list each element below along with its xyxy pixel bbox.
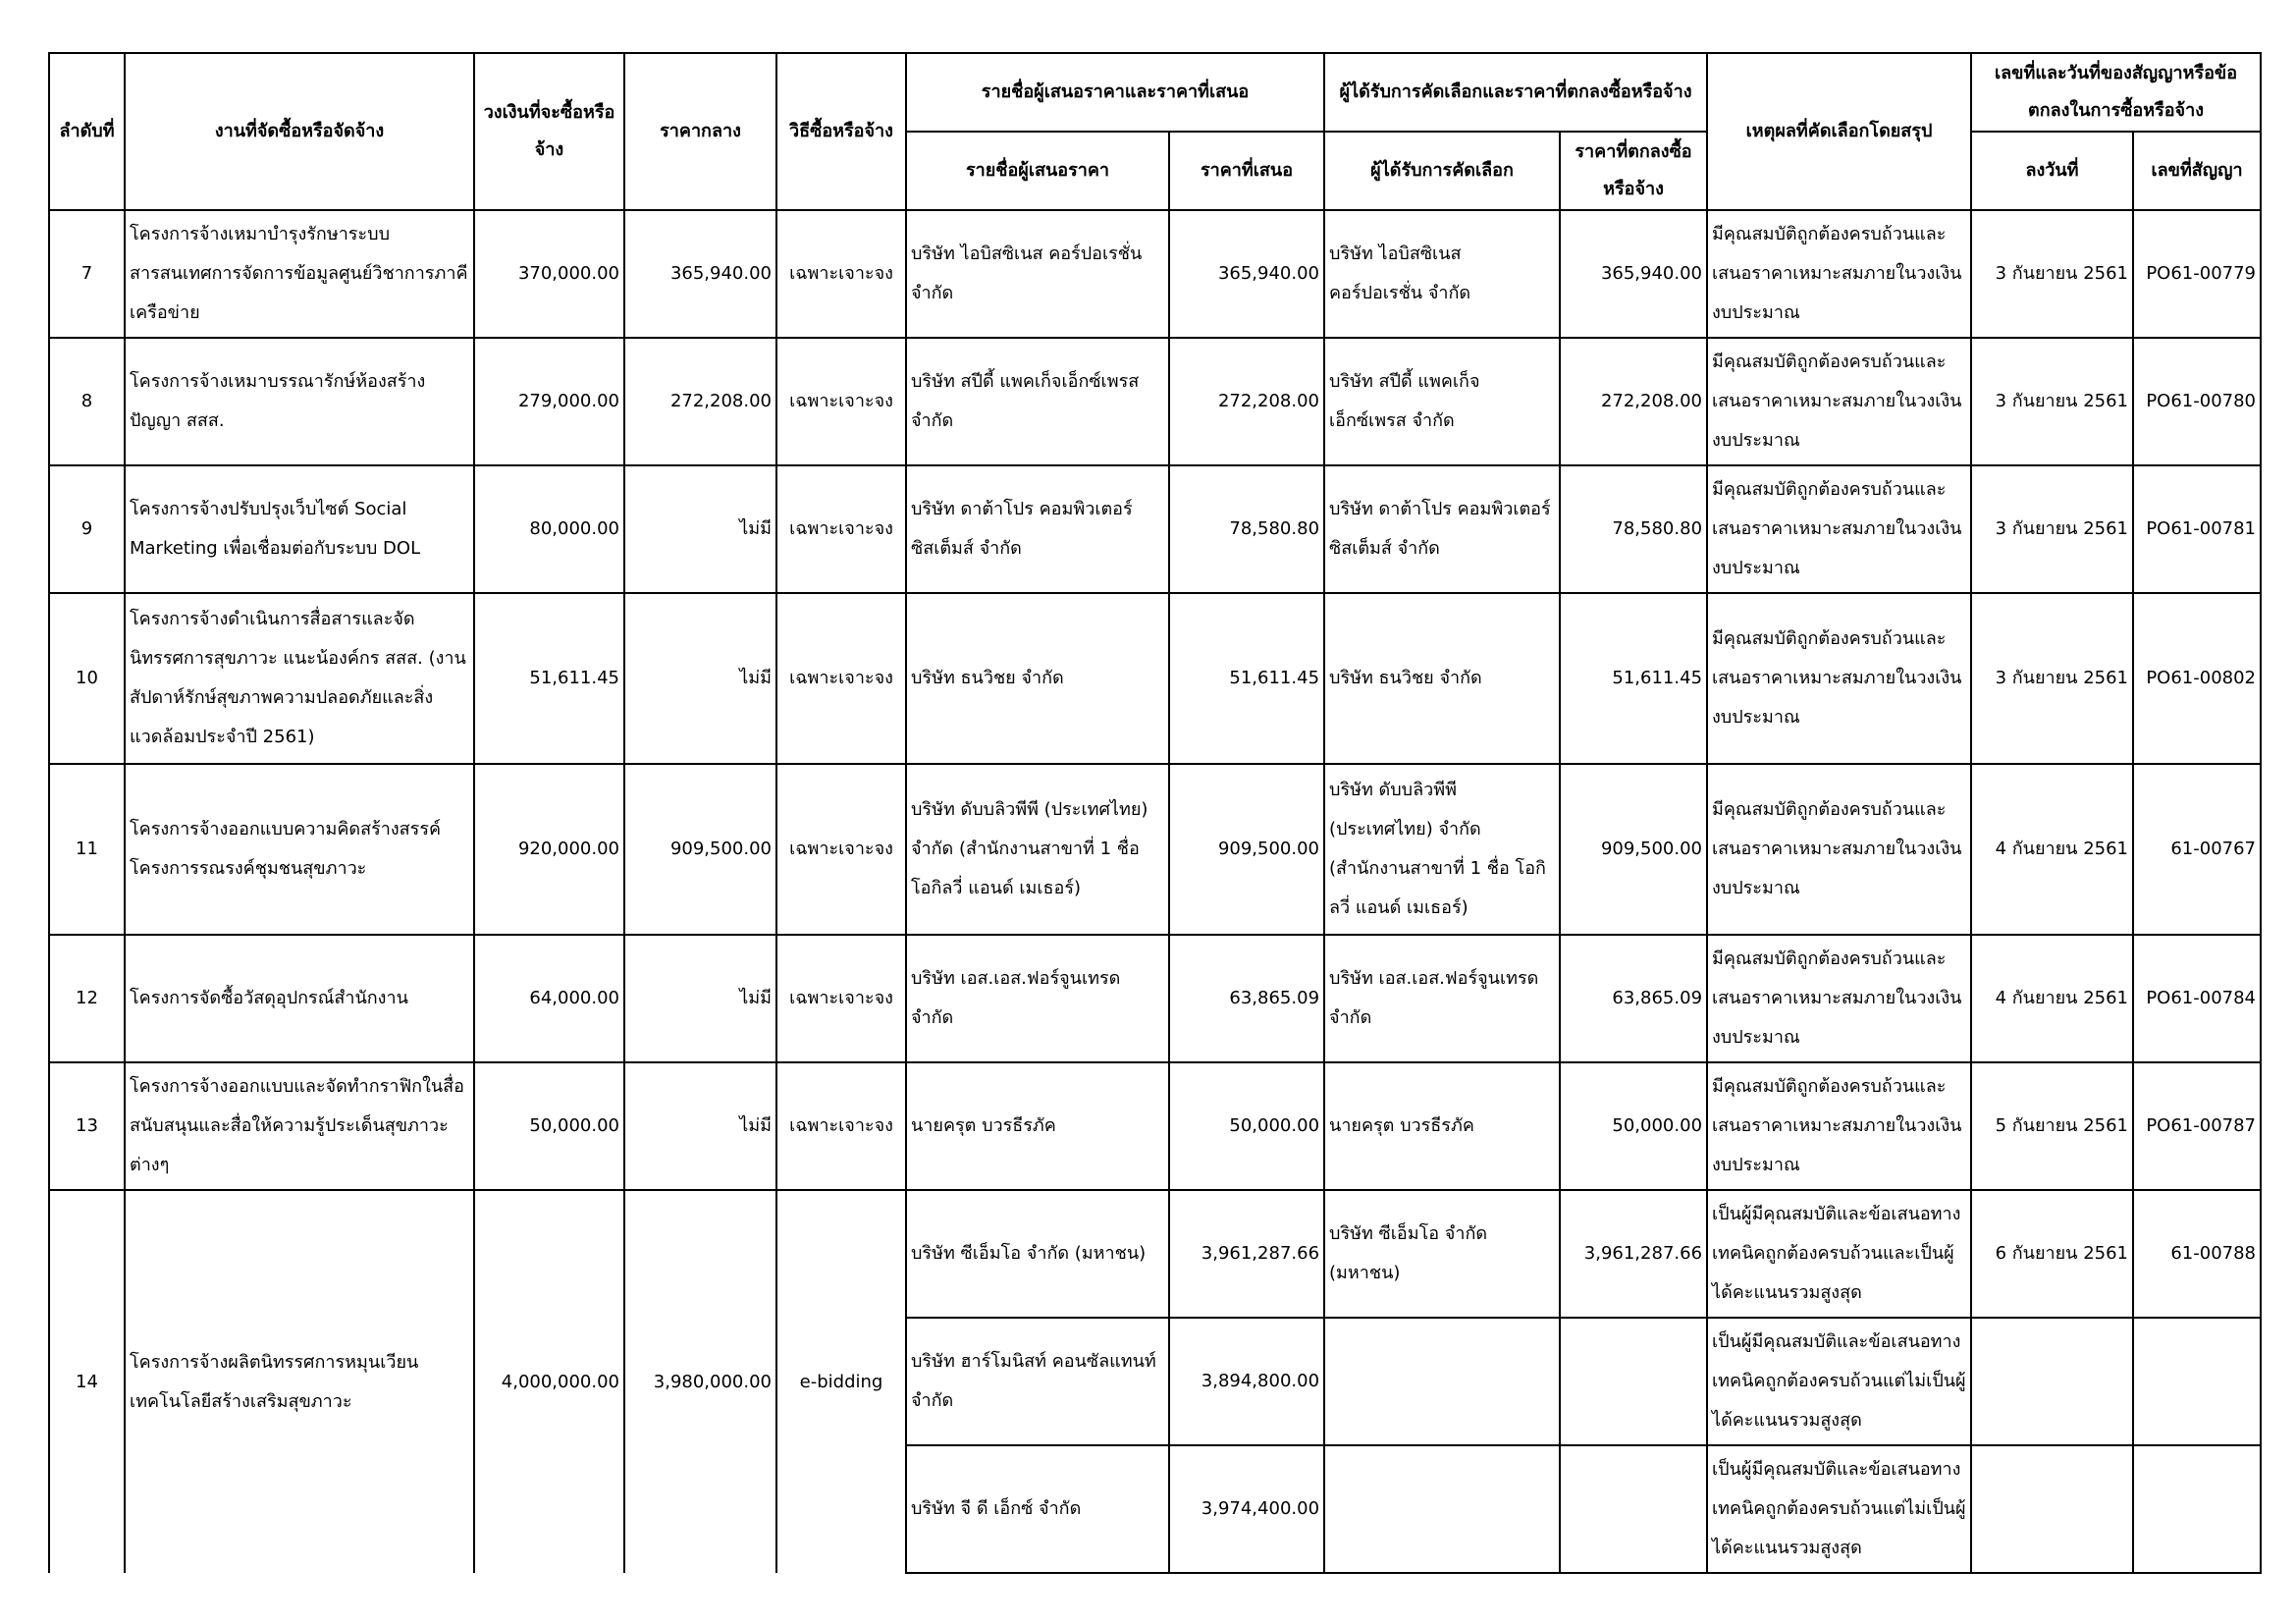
row-project: โครงการจ้างออกแบบความคิดสร้างสรรค์โครงการรณรงค์ชุมชนสุขภาวะ xyxy=(125,764,474,935)
row-bidder: บริษัท ไอบิสซิเนส คอร์ปอเรชั่น จำกัด xyxy=(906,210,1169,338)
row-no: 13 xyxy=(49,1062,125,1190)
row-agreed: 365,940.00 xyxy=(1560,210,1707,338)
header-method: วิธีซื้อหรือจ้าง xyxy=(776,53,906,210)
row-project: โครงการจ้างผลิตนิทรรศการหมุนเวียนเทคโนโลยีสร้างเสริมสุขภาวะ xyxy=(125,1190,474,1573)
row-no: 10 xyxy=(49,593,125,764)
row-date: 4 กันยายน 2561 xyxy=(1971,935,2133,1062)
row-date xyxy=(1971,1318,2133,1445)
row-selected: บริษัท สปีดี้ แพคเก็จเอ็กซ์เพรส จำกัด xyxy=(1324,338,1560,465)
row-contract xyxy=(2133,1445,2261,1573)
row-agreed: 63,865.09 xyxy=(1560,935,1707,1062)
table-row xyxy=(49,1190,2261,1318)
row-agreed: 909,500.00 xyxy=(1560,764,1707,935)
header-selected-group: ผู้ได้รับการคัดเลือกและราคาที่ตกลงซื้อหรือจ้าง xyxy=(1324,53,1707,132)
row-selected: บริษัท ซีเอ็มโอ จำกัด (มหาชน) xyxy=(1324,1190,1560,1318)
row-selected xyxy=(1324,1318,1560,1445)
row-selected xyxy=(1324,1445,1560,1573)
row-method: เฉพาะเจาะจง xyxy=(776,465,906,593)
row-selected: บริษัท ดาต้าโปร คอมพิวเตอร์ซิสเต็มส์ จำกัด xyxy=(1324,465,1560,593)
row-contract: 61-00788 xyxy=(2133,1190,2261,1318)
row-date xyxy=(1971,1445,2133,1573)
row-selected: นายครุต บวรธีรภัค xyxy=(1324,1062,1560,1190)
row-budget: 64,000.00 xyxy=(474,935,624,1062)
row-median: 909,500.00 xyxy=(624,764,776,935)
row-bid: 51,611.45 xyxy=(1169,593,1324,764)
header-no: ลำดับที่ xyxy=(49,53,125,210)
row-bid: 3,894,800.00 xyxy=(1169,1318,1324,1445)
row-bidder: บริษัท ฮาร์โมนิสท์ คอนซัลแทนท์ จำกัด xyxy=(906,1318,1169,1445)
row-bidder: บริษัท ซีเอ็มโอ จำกัด (มหาชน) xyxy=(906,1190,1169,1318)
row-bidder: บริษัท ดับบลิวพีพี (ประเทศไทย) จำกัด (สำนักงานสาขาที่ 1 ชื่อ โอกิลวี่ แอนด์ เมเธอร์) xyxy=(906,764,1169,935)
row-agreed xyxy=(1560,1445,1707,1573)
row-project: โครงการจ้างดำเนินการสื่อสารและจัดนิทรรศการสุขภาวะ แนะน้องค์กร สสส. (งานสัปดาห์รักษ์สุขภาพความปลอดภัยและสิ่งแวดล้อมประจำปี 2561) xyxy=(125,593,474,764)
row-budget: 920,000.00 xyxy=(474,764,624,935)
row-agreed xyxy=(1560,1318,1707,1445)
row-reason: มีคุณสมบัติถูกต้องครบถ้วนและเสนอราคาเหมาะสมภายในวงเงินงบประมาณ xyxy=(1707,210,1971,338)
row-contract xyxy=(2133,1318,2261,1445)
row-budget: 4,000,000.00 xyxy=(474,1190,624,1573)
row-selected: บริษัท ธนวิชย จำกัด xyxy=(1324,593,1560,764)
row-date: 3 กันยายน 2561 xyxy=(1971,210,2133,338)
table-row xyxy=(49,1062,2261,1190)
header-contract-no: เลขที่สัญญา xyxy=(2133,132,2261,210)
row-project: โครงการจ้างออกแบบและจัดทำกราฟิกในสื่อสนับสนุนและสื่อให้ความรู้ประเด็นสุขภาวะต่างๆ xyxy=(125,1062,474,1190)
row-project: โครงการจ้างปรับปรุงเว็บไซต์ Social Marketing เพื่อเชื่อมต่อกับระบบ DOL xyxy=(125,465,474,593)
row-reason: มีคุณสมบัติถูกต้องครบถ้วนและเสนอราคาเหมาะสมภายในวงเงินงบประมาณ xyxy=(1707,1062,1971,1190)
header-reason: เหตุผลที่คัดเลือกโดยสรุป xyxy=(1707,53,1971,210)
row-bidder: บริษัท ธนวิชย จำกัด xyxy=(906,593,1169,764)
row-contract: PO61-00787 xyxy=(2133,1062,2261,1190)
row-method: เฉพาะเจาะจง xyxy=(776,764,906,935)
header-project: งานที่จัดซื้อหรือจัดจ้าง xyxy=(125,53,474,210)
row-no: 14 xyxy=(49,1190,125,1573)
row-contract: PO61-00784 xyxy=(2133,935,2261,1062)
table-row xyxy=(49,338,2261,465)
row-median: 365,940.00 xyxy=(624,210,776,338)
row-method: เฉพาะเจาะจง xyxy=(776,210,906,338)
row-selected: บริษัท ไอบิสซิเนส คอร์ปอเรชั่น จำกัด xyxy=(1324,210,1560,338)
row-contract: PO61-00779 xyxy=(2133,210,2261,338)
row-selected: บริษัท เอส.เอส.ฟอร์จูนเทรด จำกัด xyxy=(1324,935,1560,1062)
row-median: ไม่มี xyxy=(624,1062,776,1190)
row-no: 8 xyxy=(49,338,125,465)
row-reason: เป็นผู้มีคุณสมบัติและข้อเสนอทางเทคนิคถูกต้องครบถ้วนแต่ไม่เป็นผู้ได้คะแนนรวมสูงสุด xyxy=(1707,1318,1971,1445)
row-budget: 50,000.00 xyxy=(474,1062,624,1190)
row-bid: 272,208.00 xyxy=(1169,338,1324,465)
row-contract: PO61-00802 xyxy=(2133,593,2261,764)
row-reason: มีคุณสมบัติถูกต้องครบถ้วนและเสนอราคาเหมาะสมภายในวงเงินงบประมาณ xyxy=(1707,338,1971,465)
row-budget: 80,000.00 xyxy=(474,465,624,593)
row-bid: 3,974,400.00 xyxy=(1169,1445,1324,1573)
header-agreed-price: ราคาที่ตกลงซื้อหรือจ้าง xyxy=(1560,132,1707,210)
row-project: โครงการจัดซื้อวัสดุอุปกรณ์สำนักงาน xyxy=(125,935,474,1062)
row-median: ไม่มี xyxy=(624,465,776,593)
row-bid: 365,940.00 xyxy=(1169,210,1324,338)
row-no: 9 xyxy=(49,465,125,593)
row-method: เฉพาะเจาะจง xyxy=(776,593,906,764)
table-row xyxy=(49,764,2261,935)
row-reason: เป็นผู้มีคุณสมบัติและข้อเสนอทางเทคนิคถูกต้องครบถ้วนและเป็นผู้ได้คะแนนรวมสูงสุด xyxy=(1707,1190,1971,1318)
row-contract: PO61-00781 xyxy=(2133,465,2261,593)
row-budget: 51,611.45 xyxy=(474,593,624,764)
row-project: โครงการจ้างเหมาบรรณารักษ์ห้องสร้างปัญญา สสส. xyxy=(125,338,474,465)
table-row xyxy=(49,593,2261,764)
row-agreed: 51,611.45 xyxy=(1560,593,1707,764)
row-method: เฉพาะเจาะจง xyxy=(776,935,906,1062)
table-row xyxy=(49,935,2261,1062)
row-bidder: บริษัท ดาต้าโปร คอมพิวเตอร์ซิสเต็มส์ จำกัด xyxy=(906,465,1169,593)
row-reason: มีคุณสมบัติถูกต้องครบถ้วนและเสนอราคาเหมาะสมภายในวงเงินงบประมาณ xyxy=(1707,465,1971,593)
row-bid: 909,500.00 xyxy=(1169,764,1324,935)
row-bidder: บริษัท จี ดี เอ็กซ์ จำกัด xyxy=(906,1445,1169,1573)
row-bid: 63,865.09 xyxy=(1169,935,1324,1062)
row-median: 3,980,000.00 xyxy=(624,1190,776,1573)
row-reason: มีคุณสมบัติถูกต้องครบถ้วนและเสนอราคาเหมาะสมภายในวงเงินงบประมาณ xyxy=(1707,935,1971,1062)
header-selected-name: ผู้ได้รับการคัดเลือก xyxy=(1324,132,1560,210)
row-bidder: บริษัท สปีดี้ แพคเก็จเอ็กซ์เพรส จำกัด xyxy=(906,338,1169,465)
row-budget: 279,000.00 xyxy=(474,338,624,465)
row-no: 12 xyxy=(49,935,125,1062)
row-agreed: 272,208.00 xyxy=(1560,338,1707,465)
row-date: 3 กันยายน 2561 xyxy=(1971,465,2133,593)
procurement-report xyxy=(48,52,2260,1574)
row-reason: มีคุณสมบัติถูกต้องครบถ้วนและเสนอราคาเหมาะสมภายในวงเงินงบประมาณ xyxy=(1707,593,1971,764)
table-row xyxy=(49,210,2261,338)
row-no: 7 xyxy=(49,210,125,338)
row-bid: 78,580.80 xyxy=(1169,465,1324,593)
row-no: 11 xyxy=(49,764,125,935)
header-median: ราคากลาง xyxy=(624,53,776,210)
row-bidder: นายครุต บวรธีรภัค xyxy=(906,1062,1169,1190)
table-body xyxy=(49,210,2261,1573)
row-contract: 61-00767 xyxy=(2133,764,2261,935)
row-bid: 3,961,287.66 xyxy=(1169,1190,1324,1318)
row-reason: เป็นผู้มีคุณสมบัติและข้อเสนอทางเทคนิคถูกต้องครบถ้วนแต่ไม่เป็นผู้ได้คะแนนรวมสูงสุด xyxy=(1707,1445,1971,1573)
row-median: ไม่มี xyxy=(624,935,776,1062)
row-date: 5 กันยายน 2561 xyxy=(1971,1062,2133,1190)
row-median: 272,208.00 xyxy=(624,338,776,465)
row-agreed: 3,961,287.66 xyxy=(1560,1190,1707,1318)
row-date: 6 กันยายน 2561 xyxy=(1971,1190,2133,1318)
row-method: e-bidding xyxy=(776,1190,906,1573)
row-selected: บริษัท ดับบลิวพีพี (ประเทศไทย) จำกัด (สำนักงานสาขาที่ 1 ชื่อ โอกิลวี่ แอนด์ เมเธอร์) xyxy=(1324,764,1560,935)
header-bid-price: ราคาที่เสนอ xyxy=(1169,132,1324,210)
procurement-table xyxy=(48,52,2262,1574)
row-bid: 50,000.00 xyxy=(1169,1062,1324,1190)
row-bidder: บริษัท เอส.เอส.ฟอร์จูนเทรด จำกัด xyxy=(906,935,1169,1062)
row-date: 4 กันยายน 2561 xyxy=(1971,764,2133,935)
row-agreed: 50,000.00 xyxy=(1560,1062,1707,1190)
header-date: ลงวันที่ xyxy=(1971,132,2133,210)
row-budget: 370,000.00 xyxy=(474,210,624,338)
row-method: เฉพาะเจาะจง xyxy=(776,338,906,465)
row-method: เฉพาะเจาะจง xyxy=(776,1062,906,1190)
row-date: 3 กันยายน 2561 xyxy=(1971,593,2133,764)
row-reason: มีคุณสมบัติถูกต้องครบถ้วนและเสนอราคาเหมาะสมภายในวงเงินงบประมาณ xyxy=(1707,764,1971,935)
row-median: ไม่มี xyxy=(624,593,776,764)
row-date: 3 กันยายน 2561 xyxy=(1971,338,2133,465)
row-agreed: 78,580.80 xyxy=(1560,465,1707,593)
header-contract-group: เลขที่และวันที่ของสัญญาหรือข้อตกลงในการซื้อหรือจ้าง xyxy=(1971,53,2261,132)
header-bidder-name: รายชื่อผู้เสนอราคา xyxy=(906,132,1169,210)
header-bidders-group: รายชื่อผู้เสนอราคาและราคาที่เสนอ xyxy=(906,53,1324,132)
row-contract: PO61-00780 xyxy=(2133,338,2261,465)
table-row xyxy=(49,465,2261,593)
header-budget: วงเงินที่จะซื้อหรือจ้าง xyxy=(474,53,624,210)
row-project: โครงการจ้างเหมาบำรุงรักษาระบบสารสนเทศการจัดการข้อมูลศูนย์วิชาการภาคีเครือข่าย xyxy=(125,210,474,338)
